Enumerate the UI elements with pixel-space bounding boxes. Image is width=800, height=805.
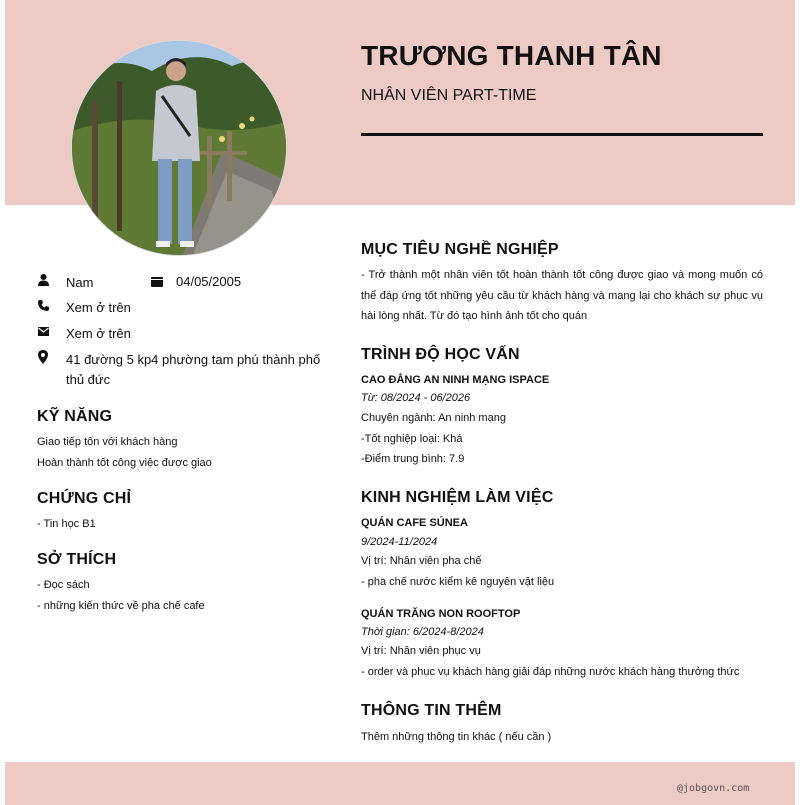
- certificates-list: [37, 514, 96, 535]
- list-item: - Tin học B1: [37, 518, 96, 530]
- job-period: Thời gian: 6/2024-8/2024: [361, 626, 484, 638]
- certificates-title: CHỨNG CHỈ: [37, 490, 132, 507]
- job-period: 9/2024-11/2024: [361, 536, 438, 548]
- candidate-role: NHÂN VIÊN PART-TIME: [361, 87, 537, 104]
- phone-row: [37, 298, 131, 318]
- person-icon: [37, 273, 49, 287]
- envelope-icon: [37, 324, 49, 338]
- job-position: Vị trí: Nhân viên pha chế: [361, 555, 482, 567]
- job-description: - pha chế nước kiểm kê nguyên vật liệu: [361, 576, 555, 588]
- skills-title: KỸ NĂNG: [37, 408, 113, 425]
- extra-info-text: Thêm những thông tin khác ( nếu cần ): [361, 731, 552, 743]
- job-position: Vị trí: Nhân viên phục vụ: [361, 645, 481, 657]
- objective-title: MỤC TIÊU NGHỀ NGHIỆP: [361, 241, 559, 258]
- experience-title: KINH NGHIỆM LÀM VIỆC: [361, 489, 554, 506]
- education-period: Từ: 08/2024 - 06/2026: [361, 392, 471, 404]
- email-row: [37, 324, 131, 344]
- gender-row: [37, 273, 93, 293]
- objective-text: - Trở thành một nhân viên tốt hoàn thành tốt công được giao và mong muốn có thể đáp ứng tốt những yêu cầu từ khách hàng và mang lại cho khách sự phục vụ hài lòng nhất. Từ đó tạo hình ảnh tốt cho quán: [361, 269, 763, 322]
- skills-list: [37, 432, 212, 474]
- job-description: - order và phục vụ khách hàng giải đáp những nước khách hàng thưởng thức: [361, 666, 740, 678]
- education-grade: -Tốt nghiệp loại: Khá: [361, 433, 463, 445]
- calendar-icon: [151, 275, 163, 289]
- hobbies-title: SỞ THÍCH: [37, 551, 117, 568]
- school-name: CAO ĐẲNG AN NINH MẠNG ISPACE: [361, 374, 550, 386]
- job-company: QUÁN TRĂNG NON ROOFTOP: [361, 608, 521, 620]
- profile-photo: [71, 40, 287, 256]
- list-item: - những kiến thức về pha chế cafe: [37, 600, 205, 612]
- hobbies-list: [37, 575, 205, 617]
- gender-value: Nam: [66, 275, 94, 290]
- list-item: Giao tiếp tốn với khách hàng: [37, 436, 178, 448]
- education-major: Chuyên ngành: An ninh mạng: [361, 412, 506, 424]
- education-title: TRÌNH ĐỘ HỌC VẤN: [361, 346, 520, 363]
- map-pin-icon: [37, 350, 49, 364]
- email-value: Xem ở trên: [66, 326, 131, 341]
- address-value: 41 đường 5 kp4 phường tam phú thành phố thủ đức: [66, 352, 321, 387]
- header-divider: [361, 133, 763, 136]
- address-row: [37, 350, 327, 390]
- candidate-name: TRƯƠNG THANH TÂN: [361, 40, 662, 71]
- education-gpa: -Điểm trung bình: 7.9: [361, 453, 465, 465]
- footer-credit: @jobgovn.com: [677, 783, 750, 794]
- list-item: Hoàn thành tốt công việc được giao: [37, 457, 212, 469]
- job-company: QUÁN CAFE SÚNEA: [361, 517, 468, 529]
- phone-value: Xem ở trên: [66, 300, 131, 315]
- phone-icon: [37, 298, 49, 312]
- list-item: - Đọc sách: [37, 579, 90, 591]
- dob-value: 04/05/2005: [176, 274, 242, 289]
- dob-row: [151, 274, 241, 289]
- extra-info-title: THÔNG TIN THÊM: [361, 702, 502, 719]
